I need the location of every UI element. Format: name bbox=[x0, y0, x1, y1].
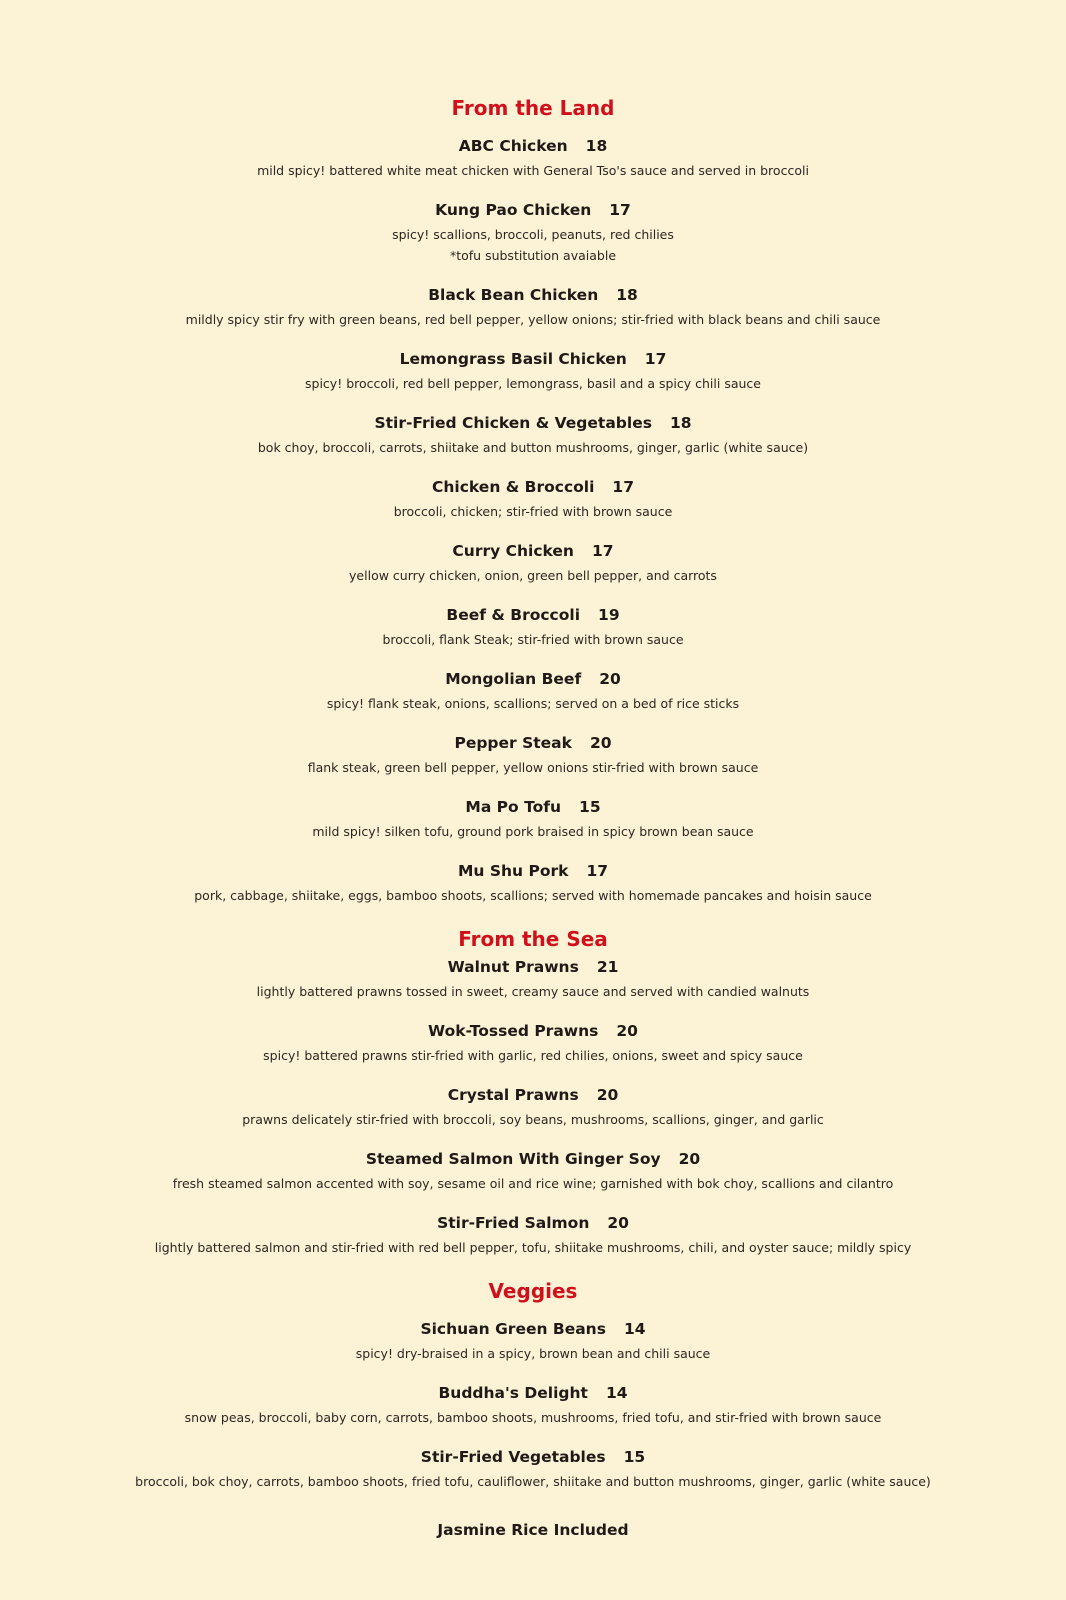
menu-item-header bbox=[0, 541, 1066, 562]
menu-item-name: Stir-Fried Vegetables bbox=[420, 1448, 606, 1466]
menu-item-name: Beef & Broccoli bbox=[446, 606, 581, 624]
menu-item-price: 18 bbox=[669, 414, 692, 432]
menu-item-header bbox=[0, 1447, 1066, 1468]
menu-item-header bbox=[0, 669, 1066, 690]
menu-item-price: 21 bbox=[596, 958, 619, 976]
menu-item-description: lightly battered prawns tossed in sweet, creamy sauce and served with candied walnuts bbox=[256, 984, 810, 999]
menu-item-header bbox=[0, 605, 1066, 626]
menu-item-description: broccoli, flank Steak; stir-fried with brown sauce bbox=[382, 632, 684, 647]
menu-item-description: flank steak, green bell pepper, yellow onions stir-fried with brown sauce bbox=[307, 760, 759, 775]
menu-item bbox=[0, 136, 1066, 181]
menu-item-price: 20 bbox=[607, 1214, 629, 1232]
menu-item-price: 18 bbox=[585, 137, 608, 155]
menu-section bbox=[0, 925, 1066, 1258]
menu-item-price: 20 bbox=[589, 734, 612, 752]
menu-item-description: yellow curry chicken, onion, green bell pepper, and carrots bbox=[349, 568, 717, 583]
menu-item-price: 17 bbox=[612, 478, 634, 496]
menu-item-name: Ma Po Tofu bbox=[465, 798, 562, 816]
menu-item-name: Walnut Prawns bbox=[447, 958, 579, 976]
menu-item-name: Wok-Tossed Prawns bbox=[428, 1022, 599, 1040]
menu-item-description: spicy! flank steak, onions, scallions; served on a bed of rice sticks bbox=[326, 696, 740, 711]
menu-item-name: Stir-Fried Chicken & Vegetables bbox=[374, 414, 652, 432]
menu-item-name: ABC Chicken bbox=[458, 137, 568, 155]
menu-item-header bbox=[0, 797, 1066, 818]
menu-item-header bbox=[0, 1149, 1066, 1170]
menu-item-description: mild spicy! silken tofu, ground pork braised in spicy brown bean sauce bbox=[312, 824, 754, 839]
menu-item bbox=[0, 957, 1066, 1002]
menu-item-header bbox=[0, 1319, 1066, 1340]
menu-item-name: Buddha's Delight bbox=[438, 1384, 588, 1402]
menu-item bbox=[0, 1447, 1066, 1492]
menu-item-price: 15 bbox=[579, 798, 601, 816]
menu-item-description: spicy! broccoli, red bell pepper, lemongrass, basil and a spicy chili sauce bbox=[305, 376, 761, 391]
menu-section bbox=[0, 94, 1066, 906]
menu-item-price: 17 bbox=[644, 350, 667, 368]
menu-item-header bbox=[0, 285, 1066, 306]
menu-item-description: broccoli, bok choy, carrots, bamboo shoots, fried tofu, cauliflower, shiitake and button mushrooms, ginger, garlic (white sauce) bbox=[135, 1474, 931, 1489]
menu-item-price: 17 bbox=[609, 201, 631, 219]
menu-item-header bbox=[0, 861, 1066, 882]
menu-item bbox=[0, 1383, 1066, 1428]
menu-item bbox=[0, 797, 1066, 842]
menu-item-header bbox=[0, 733, 1066, 754]
menu-item-header bbox=[0, 477, 1066, 498]
section-title: From the Sea bbox=[458, 927, 608, 951]
menu-item bbox=[0, 477, 1066, 522]
menu-item-header bbox=[0, 200, 1066, 221]
menu-item-price: 17 bbox=[586, 862, 609, 880]
menu-item bbox=[0, 1213, 1066, 1258]
menu-item bbox=[0, 200, 1066, 266]
menu-item-name: Mu Shu Pork bbox=[457, 862, 569, 880]
menu-item-description: lightly battered salmon and stir-fried with red bell pepper, tofu, shiitake mushrooms, chili, and oyster sauce; mildly spicy bbox=[154, 1240, 912, 1255]
menu-item-description: spicy! scallions, broccoli, peanuts, red chilies bbox=[392, 227, 674, 242]
menu-item-name: Pepper Steak bbox=[454, 734, 572, 752]
menu-item-description: prawns delicately stir-fried with broccoli, soy beans, mushrooms, scallions, ginger, and garlic bbox=[242, 1112, 824, 1127]
menu-item-description: bok choy, broccoli, carrots, shiitake and button mushrooms, ginger, garlic (white sauce) bbox=[257, 440, 809, 455]
menu-item-header bbox=[0, 1383, 1066, 1404]
menu-item-name: Chicken & Broccoli bbox=[432, 478, 595, 496]
section-title: From the Land bbox=[451, 96, 615, 120]
menu-item bbox=[0, 541, 1066, 586]
menu-item-price: 19 bbox=[598, 606, 620, 624]
menu-item-name: Stir-Fried Salmon bbox=[437, 1214, 590, 1232]
menu-item-description: spicy! dry-braised in a spicy, brown bean and chili sauce bbox=[355, 1346, 711, 1361]
menu-item bbox=[0, 733, 1066, 778]
menu-item-description: fresh steamed salmon accented with soy, sesame oil and rice wine; garnished with bok choy, scallions and cilantro bbox=[172, 1176, 894, 1191]
menu-item-price: 20 bbox=[599, 670, 621, 688]
menu-section bbox=[0, 1277, 1066, 1492]
menu-item-price: 15 bbox=[623, 1448, 646, 1466]
menu-item-price: 18 bbox=[616, 286, 638, 304]
menu-item-name: Steamed Salmon With Ginger Soy bbox=[365, 1150, 661, 1168]
menu-item-description: pork, cabbage, shiitake, eggs, bamboo shoots, scallions; served with homemade pancakes and hoisin sauce bbox=[194, 888, 872, 903]
section-title: Veggies bbox=[488, 1279, 578, 1303]
menu-item bbox=[0, 669, 1066, 714]
menu-item-header bbox=[0, 1213, 1066, 1234]
menu-item-name: Crystal Prawns bbox=[447, 1086, 579, 1104]
menu-item-price: 20 bbox=[616, 1022, 638, 1040]
menu-item-header bbox=[0, 957, 1066, 978]
menu-item bbox=[0, 285, 1066, 330]
menu-item-header bbox=[0, 1085, 1066, 1106]
menu-item-name: Lemongrass Basil Chicken bbox=[399, 350, 627, 368]
menu-item-name: Kung Pao Chicken bbox=[435, 201, 592, 219]
menu-item-header bbox=[0, 413, 1066, 434]
menu-item bbox=[0, 861, 1066, 906]
menu-item bbox=[0, 349, 1066, 394]
menu-item-name: Curry Chicken bbox=[452, 542, 574, 560]
menu-footer: Jasmine Rice Included bbox=[437, 1521, 629, 1539]
menu-item-name: Black Bean Chicken bbox=[428, 286, 599, 304]
menu-item-price: 20 bbox=[678, 1150, 701, 1168]
menu-item-price: 20 bbox=[596, 1086, 619, 1104]
menu-item-description: *tofu substitution avaiable bbox=[449, 248, 617, 263]
menu-item-header bbox=[0, 349, 1066, 370]
menu-item bbox=[0, 605, 1066, 650]
menu-item-name: Mongolian Beef bbox=[445, 670, 582, 688]
menu-item-header bbox=[0, 1021, 1066, 1042]
menu-item bbox=[0, 1021, 1066, 1066]
menu-item-price: 14 bbox=[605, 1384, 628, 1402]
menu-item-description: snow peas, broccoli, baby corn, carrots, bamboo shoots, mushrooms, fried tofu, and stir-fried with brown sauce bbox=[184, 1410, 882, 1425]
menu-sections bbox=[0, 94, 1066, 1492]
menu-item-description: mildly spicy stir fry with green beans, red bell pepper, yellow onions; stir-fried with black beans and chili sauce bbox=[185, 312, 881, 327]
menu-item bbox=[0, 1149, 1066, 1194]
menu-item bbox=[0, 1319, 1066, 1364]
menu-item-header bbox=[0, 136, 1066, 157]
menu-item bbox=[0, 1085, 1066, 1130]
menu-item-price: 17 bbox=[591, 542, 614, 560]
menu-item-description: spicy! battered prawns stir-fried with garlic, red chilies, onions, sweet and spicy sauce bbox=[263, 1048, 803, 1063]
menu-item bbox=[0, 413, 1066, 458]
menu-item-description: mild spicy! battered white meat chicken with General Tso's sauce and served in broccoli bbox=[257, 163, 809, 178]
menu-item-price: 14 bbox=[623, 1320, 646, 1338]
menu-item-name: Sichuan Green Beans bbox=[420, 1320, 606, 1338]
menu-item-description: broccoli, chicken; stir-fried with brown sauce bbox=[393, 504, 673, 519]
